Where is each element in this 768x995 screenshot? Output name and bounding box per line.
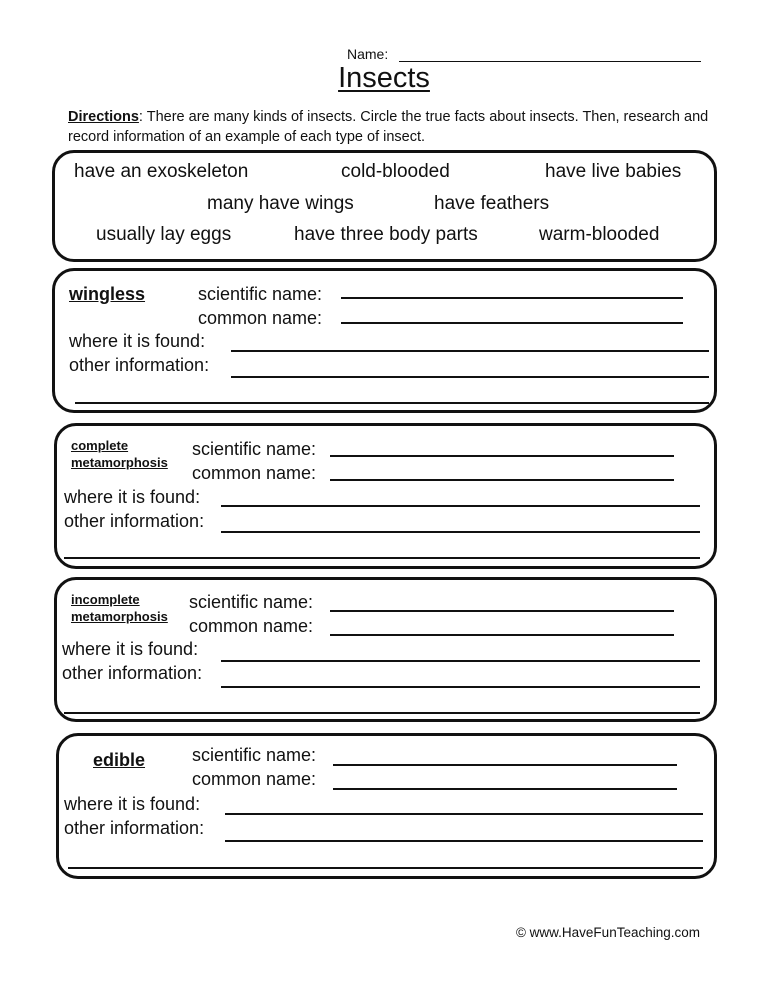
- scientific-name-field[interactable]: [341, 297, 683, 299]
- fact-item[interactable]: usually lay eggs: [96, 224, 232, 245]
- where-found-field[interactable]: [225, 813, 703, 815]
- other-info-field[interactable]: [225, 840, 703, 842]
- category-label: edible: [93, 750, 146, 770]
- other-info-label: other information:: [64, 818, 205, 838]
- fact-item[interactable]: warm-blooded: [539, 224, 660, 245]
- other-info-extra-line[interactable]: [64, 712, 700, 714]
- page-title: Insects: [338, 62, 430, 94]
- directions-label: Directions: [68, 109, 139, 125]
- common-name-field[interactable]: [333, 788, 677, 790]
- copyright-footer: © www.HaveFunTeaching.com: [515, 925, 700, 940]
- scientific-name-label: scientific name:: [192, 745, 317, 765]
- fact-item[interactable]: have three body parts: [294, 224, 478, 245]
- common-name-label: common name:: [192, 769, 317, 789]
- directions-text: : There are many kinds of insects. Circle the true facts about insects. Then, research and record information of an example of each type of insect.: [68, 109, 709, 145]
- other-info-field[interactable]: [231, 376, 709, 378]
- scientific-name-field[interactable]: [333, 764, 677, 766]
- other-info-extra-line[interactable]: [64, 557, 700, 559]
- directions: [68, 107, 728, 147]
- where-found-label: where it is found:: [64, 487, 201, 507]
- other-info-field[interactable]: [221, 531, 700, 533]
- fact-item[interactable]: have live babies: [545, 161, 682, 182]
- fact-item[interactable]: have feathers: [434, 193, 550, 214]
- fact-item[interactable]: many have wings: [207, 193, 354, 214]
- where-found-field[interactable]: [221, 505, 700, 507]
- fact-item[interactable]: have an exoskeleton: [74, 161, 249, 182]
- common-name-field[interactable]: [330, 479, 674, 481]
- fact-item[interactable]: cold-blooded: [341, 161, 450, 182]
- other-info-extra-line[interactable]: [75, 402, 709, 404]
- scientific-name-label: scientific name:: [198, 284, 323, 304]
- common-name-field[interactable]: [341, 322, 683, 324]
- where-found-label: where it is found:: [69, 331, 206, 351]
- category-label: complete metamorphosis: [71, 438, 168, 470]
- where-found-label: where it is found:: [62, 639, 199, 659]
- common-name-field[interactable]: [330, 634, 674, 636]
- scientific-name-field[interactable]: [330, 610, 674, 612]
- other-info-label: other information:: [69, 355, 210, 375]
- where-found-field[interactable]: [231, 350, 709, 352]
- common-name-label: common name:: [192, 463, 317, 483]
- scientific-name-label: scientific name:: [192, 439, 317, 459]
- other-info-label: other information:: [62, 663, 203, 683]
- name-label: Name:: [347, 46, 389, 62]
- category-label: wingless: [69, 284, 146, 304]
- common-name-label: common name:: [198, 308, 323, 328]
- scientific-name-field[interactable]: [330, 455, 674, 457]
- where-found-label: where it is found:: [64, 794, 201, 814]
- other-info-label: other information:: [64, 511, 205, 531]
- common-name-label: common name:: [189, 616, 314, 636]
- scientific-name-label: scientific name:: [189, 592, 314, 612]
- where-found-field[interactable]: [221, 660, 700, 662]
- other-info-extra-line[interactable]: [68, 867, 703, 869]
- other-info-field[interactable]: [221, 686, 700, 688]
- category-label: incomplete metamorphosis: [71, 592, 168, 624]
